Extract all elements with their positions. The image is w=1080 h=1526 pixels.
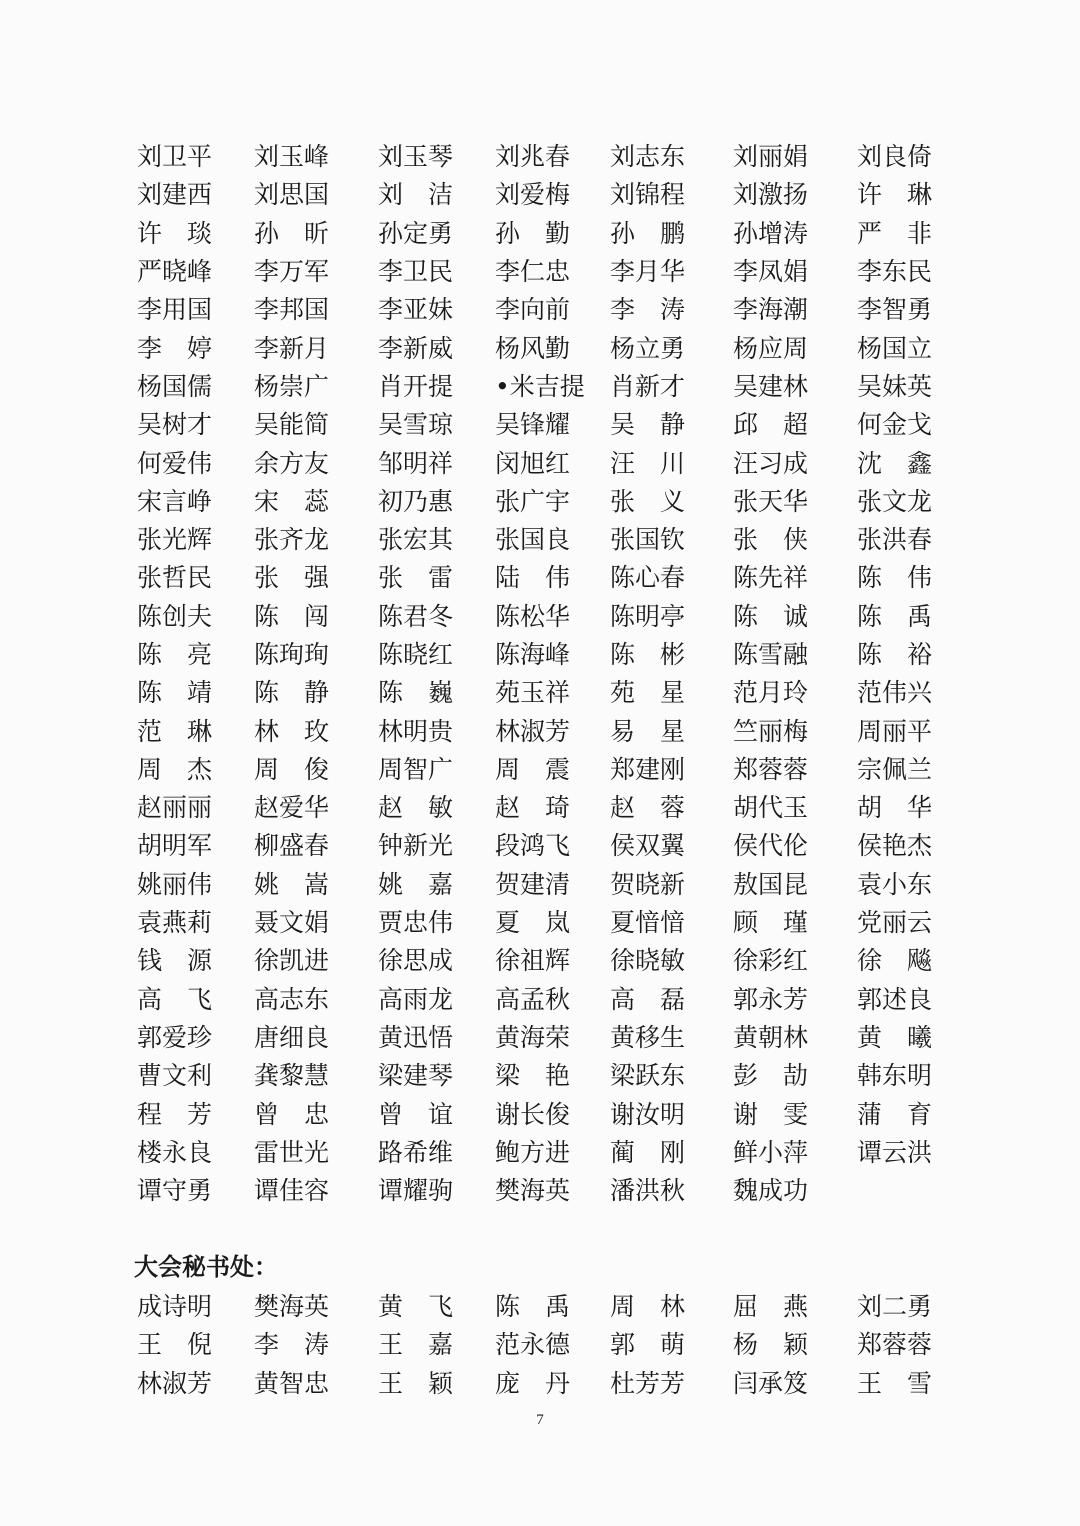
- name-cell: 龚黎慧: [254, 1061, 330, 1091]
- name-cell: 雷世光: [254, 1137, 330, 1167]
- name-cell: 刘爱梅: [495, 180, 571, 210]
- name-cell: 谢 雯: [733, 1099, 809, 1129]
- name-cell: 苑 星: [610, 678, 686, 708]
- name-cell: 李用国: [137, 295, 213, 325]
- page-number: 7: [536, 1412, 544, 1428]
- name-cell: 谢汝明: [610, 1099, 686, 1129]
- name-cell: 路希维: [378, 1137, 454, 1167]
- name-cell: 吴建林: [733, 371, 809, 401]
- name-cell: 陈 诚: [733, 601, 809, 631]
- name-cell: 侯艳杰: [857, 831, 933, 861]
- name-cell: 樊海英: [495, 1176, 571, 1206]
- name-cell: 邹明祥: [378, 448, 454, 478]
- name-cell: 庞 丹: [495, 1368, 571, 1398]
- name-cell: 陈 靖: [137, 678, 213, 708]
- name-cell: 邱 超: [733, 410, 809, 440]
- name-cell: 屈 燕: [733, 1292, 809, 1322]
- name-cell: 孙 鹏: [610, 218, 686, 248]
- name-cell: 陈珣珣: [254, 640, 330, 669]
- name-cell: 谭守勇: [137, 1176, 213, 1206]
- name-cell: 蔺 刚: [610, 1137, 686, 1167]
- name-cell: 钱 源: [137, 946, 213, 976]
- name-cell: 曾 忠: [254, 1099, 330, 1129]
- name-cell: 吴锋耀: [495, 410, 571, 440]
- name-cell: 孙 勤: [495, 218, 571, 248]
- name-cell: 宗佩兰: [857, 754, 933, 784]
- name-cell: 林淑芳: [137, 1368, 213, 1398]
- name-cell: 张天华: [733, 486, 809, 516]
- name-cell: 潘洪秋: [610, 1176, 686, 1206]
- name-cell: 黄海荣: [495, 1022, 571, 1052]
- name-cell: 郑蓉蓉: [733, 754, 809, 784]
- name-cell: 贺晓新: [610, 869, 686, 899]
- name-cell: 郑建刚: [610, 754, 686, 784]
- secretariat-section: [134, 1248, 957, 1401]
- name-cell: 余方友: [254, 448, 330, 478]
- name-cell: 李卫民: [378, 257, 454, 287]
- name-cell: 夏愔愔: [610, 908, 686, 938]
- name-cell: 刘玉琴: [378, 142, 454, 172]
- name-cell: 陈 禹: [495, 1292, 571, 1322]
- name-cell: 王 嘉: [378, 1330, 454, 1360]
- name-cell: 李仁忠: [495, 257, 571, 287]
- name-cell: 陈 伟: [857, 563, 933, 593]
- name-cell: 许 琰: [137, 218, 213, 248]
- name-cell: 范永德: [495, 1330, 571, 1360]
- name-cell: 严 非: [857, 218, 933, 248]
- name-cell: 姚 嘉: [378, 869, 454, 899]
- name-cell: 李新月: [254, 333, 330, 363]
- name-cell: 郭爱珍: [137, 1022, 213, 1052]
- name-cell: 王 颖: [378, 1368, 454, 1398]
- name-cell: 竺丽梅: [733, 716, 809, 746]
- name-cell: 李新威: [378, 333, 454, 363]
- name-cell: 范伟兴: [857, 678, 933, 708]
- name-cell: 敖国昆: [733, 869, 809, 899]
- name-cell: 党丽云: [857, 908, 933, 938]
- name-cell: 刘锦程: [610, 180, 686, 210]
- name-cell: 鲍方进: [495, 1137, 571, 1167]
- name-cell: 李东民: [857, 257, 933, 287]
- name-cell: 李亚妹: [378, 295, 454, 325]
- name-cell: 刘卫平: [137, 142, 213, 172]
- name-cell: 陈 闯: [254, 601, 330, 631]
- name-cell: 谭云洪: [857, 1137, 933, 1167]
- name-cell: 徐 飚: [857, 946, 933, 976]
- name-cell: 贺建清: [495, 869, 571, 899]
- name-cell: 苑玉祥: [495, 678, 571, 708]
- name-cell: 汪习成: [733, 448, 809, 478]
- name-cell: 高 飞: [137, 984, 213, 1014]
- name-cell: 楼永良: [137, 1137, 213, 1167]
- name-cell: 周 杰: [137, 754, 213, 784]
- name-cell: 张国良: [495, 525, 571, 555]
- name-cell: 夏 岚: [495, 908, 571, 938]
- name-cell: 袁燕莉: [137, 908, 213, 938]
- name-cell: 肖新才: [610, 371, 686, 401]
- name-cell: 徐祖辉: [495, 946, 571, 976]
- name-cell: 杨应周: [733, 333, 809, 363]
- name-cell: 黄 飞: [378, 1292, 454, 1322]
- name-cell: 黄智忠: [254, 1368, 330, 1398]
- name-cell: 刘志东: [610, 142, 686, 172]
- name-cell: 高志东: [254, 984, 330, 1014]
- name-cell: 张 侠: [733, 525, 809, 555]
- name-cell: 杜芳芳: [610, 1368, 686, 1398]
- name-cell: 徐彩红: [733, 946, 809, 976]
- name-cell: 梁建琴: [378, 1061, 454, 1091]
- name-cell: 刘兆春: [495, 142, 571, 172]
- name-cell: 侯双翼: [610, 831, 686, 861]
- name-cell: 闫承笈: [733, 1368, 809, 1398]
- name-cell: 初乃惠: [378, 486, 454, 516]
- name-cell: 陈 巍: [378, 678, 454, 708]
- name-cell: 魏成功: [733, 1176, 809, 1206]
- secretariat-name-grid: [137, 1286, 957, 1401]
- name-cell: 周丽平: [857, 716, 933, 746]
- name-cell: 陈君冬: [378, 601, 454, 631]
- name-cell: 范 琳: [137, 716, 213, 746]
- name-cell: 张 雷: [378, 563, 454, 593]
- name-cell: 柳盛春: [254, 831, 330, 861]
- name-cell: 张洪春: [857, 525, 933, 555]
- name-cell: 段鸿飞: [495, 831, 571, 861]
- name-cell: 贾忠伟: [378, 908, 454, 938]
- name-cell: 杨风勤: [495, 333, 571, 363]
- name-cell: 李万军: [254, 257, 330, 287]
- name-cell: 赵 敏: [378, 793, 454, 823]
- name-cell: 王 雪: [857, 1368, 933, 1398]
- name-cell: 许 琳: [857, 180, 933, 210]
- name-cell: 陈海峰: [495, 640, 571, 669]
- name-cell: 李凤娟: [733, 257, 809, 287]
- name-cell: 陈 静: [254, 678, 330, 708]
- name-cell: 高孟秋: [495, 984, 571, 1014]
- name-cell: 宋言峥: [137, 486, 213, 516]
- name-cell: 徐思成: [378, 946, 454, 976]
- name-cell: 梁 艳: [495, 1061, 571, 1091]
- name-cell: 程 芳: [137, 1099, 213, 1129]
- name-cell: 张哲民: [137, 563, 213, 593]
- name-cell: 陈 禹: [857, 601, 933, 631]
- name-cell: 杨崇广: [254, 371, 330, 401]
- name-cell: 张文龙: [857, 486, 933, 516]
- name-cell: 唐细良: [254, 1022, 330, 1052]
- name-cell: 沈 鑫: [857, 448, 933, 478]
- name-cell: 周 震: [495, 754, 571, 784]
- name-cell: 汪 川: [610, 448, 686, 478]
- name-cell: 郑蓉蓉: [857, 1330, 933, 1360]
- name-cell: 鲜小萍: [733, 1137, 809, 1167]
- name-cell: 曾 谊: [378, 1099, 454, 1129]
- name-cell: 赵 蓉: [610, 793, 686, 823]
- name-cell: 林 玫: [254, 716, 330, 746]
- name-cell: 宋 蕊: [254, 486, 330, 516]
- name-cell: 林淑芳: [495, 716, 571, 746]
- name-cell: 胡代玉: [733, 793, 809, 823]
- name-cell: 李月华: [610, 257, 686, 287]
- name-cell: 赵丽丽: [137, 793, 213, 823]
- name-cell: 陈心春: [610, 563, 686, 593]
- name-cell: 张 义: [610, 486, 686, 516]
- name-cell: 陈 彬: [610, 640, 686, 669]
- name-cell: 孙定勇: [378, 218, 454, 248]
- name-cell: 胡明军: [137, 831, 213, 861]
- name-cell: 吴树才: [137, 410, 213, 440]
- delegate-name-grid: [137, 136, 957, 1208]
- name-cell: 易 星: [610, 716, 686, 746]
- name-cell: 姚 嵩: [254, 869, 330, 899]
- name-cell: 吴妹英: [857, 371, 933, 401]
- name-cell: 李智勇: [857, 295, 933, 325]
- name-cell: 吴 静: [610, 410, 686, 440]
- name-cell: 吴能简: [254, 410, 330, 440]
- name-cell: 胡 华: [857, 793, 933, 823]
- name-cell: 杨国立: [857, 333, 933, 363]
- name-cell: 高雨龙: [378, 984, 454, 1014]
- name-cell: 张光辉: [137, 525, 213, 555]
- name-cell: 谢长俊: [495, 1099, 571, 1129]
- name-cell: 肖开提: [378, 371, 454, 401]
- name-cell: 陈 裕: [857, 640, 933, 669]
- name-cell: 范月玲: [733, 678, 809, 708]
- name-cell: 黄迅悟: [378, 1022, 454, 1052]
- name-cell: 陈雪融: [733, 640, 809, 669]
- name-cell: 黄移生: [610, 1022, 686, 1052]
- name-cell: 张齐龙: [254, 525, 330, 555]
- name-cell: 李 涛: [254, 1330, 330, 1360]
- name-cell: 陈明亭: [610, 601, 686, 631]
- name-cell: 陈晓红: [378, 640, 454, 669]
- name-cell: 李海潮: [733, 295, 809, 325]
- name-cell: 张宏其: [378, 525, 454, 555]
- name-cell: 杨国儒: [137, 371, 213, 401]
- name-cell: 周 林: [610, 1292, 686, 1322]
- name-cell: 周 俊: [254, 754, 330, 784]
- name-cell: 谭佳容: [254, 1176, 330, 1206]
- name-cell: 刘建西: [137, 180, 213, 210]
- name-cell: 陈松华: [495, 601, 571, 631]
- name-cell: 杨 颖: [733, 1330, 809, 1360]
- name-cell: 徐晓敏: [610, 946, 686, 976]
- name-cell: 张国钦: [610, 525, 686, 555]
- name-cell: 姚丽伟: [137, 869, 213, 899]
- name-cell: 高 磊: [610, 984, 686, 1014]
- name-cell: 顾 瑾: [733, 908, 809, 938]
- name-cell: 彭 劼: [733, 1061, 809, 1091]
- name-cell: 袁小东: [857, 869, 933, 899]
- name-cell: 成诗明: [137, 1292, 213, 1322]
- name-cell: 严晓峰: [137, 257, 213, 287]
- name-cell: 林明贵: [378, 716, 454, 746]
- name-cell: 赵 琦: [495, 793, 571, 823]
- name-cell: 何爱伟: [137, 448, 213, 478]
- secretariat-title: 大会秘书处：: [134, 1253, 278, 1281]
- name-cell: 张广宇: [495, 486, 571, 516]
- name-cell: 孙 昕: [254, 218, 330, 248]
- name-cell: 谭耀驹: [378, 1176, 454, 1206]
- name-cell: 曹文利: [137, 1061, 213, 1091]
- name-cell: 刘丽娟: [733, 142, 809, 172]
- name-cell: 韩东明: [857, 1061, 933, 1091]
- name-cell: 张 强: [254, 563, 330, 593]
- name-cell: 李向前: [495, 295, 571, 325]
- name-cell: 闵旭红: [495, 448, 571, 478]
- name-cell: 陈 亮: [137, 640, 213, 669]
- name-cell: 聂文娟: [254, 908, 330, 938]
- name-cell: 侯代伦: [733, 831, 809, 861]
- name-cell: 杨立勇: [610, 333, 686, 363]
- name-cell: 李 涛: [610, 295, 686, 325]
- name-cell: 郭永芳: [733, 984, 809, 1014]
- name-cell: 刘良倚: [857, 142, 933, 172]
- name-cell: 黄 曦: [857, 1022, 933, 1052]
- name-cell: 蒲 育: [857, 1099, 933, 1129]
- name-cell: 孙增涛: [733, 218, 809, 248]
- name-cell: 陈先祥: [733, 563, 809, 593]
- name-cell: 钟新光: [378, 831, 454, 861]
- name-cell: 赵爱华: [254, 793, 330, 823]
- name-cell: 何金戈: [857, 410, 933, 440]
- name-cell: 刘 洁: [378, 180, 454, 210]
- name-cell: 刘二勇: [857, 1292, 933, 1322]
- name-cell: 郭述良: [857, 984, 933, 1014]
- name-cell: 吴雪琼: [378, 410, 454, 440]
- name-cell: 王 倪: [137, 1330, 213, 1360]
- name-cell: 刘玉峰: [254, 142, 330, 172]
- name-cell: 陈创夫: [137, 601, 213, 631]
- name-cell: 黄朝林: [733, 1022, 809, 1052]
- name-cell: 陆 伟: [495, 563, 571, 593]
- name-cell: 郭 萌: [610, 1330, 686, 1360]
- name-cell: 梁跃东: [610, 1061, 686, 1091]
- name-cell: 徐凯进: [254, 946, 330, 976]
- name-cell: 李邦国: [254, 295, 330, 325]
- name-cell: 刘思国: [254, 180, 330, 210]
- name-cell: 刘激扬: [733, 180, 809, 210]
- name-cell: •米吉提: [495, 371, 585, 401]
- name-cell: 周智广: [378, 754, 454, 784]
- name-cell: 樊海英: [254, 1292, 330, 1322]
- name-cell: 李 婷: [137, 333, 213, 363]
